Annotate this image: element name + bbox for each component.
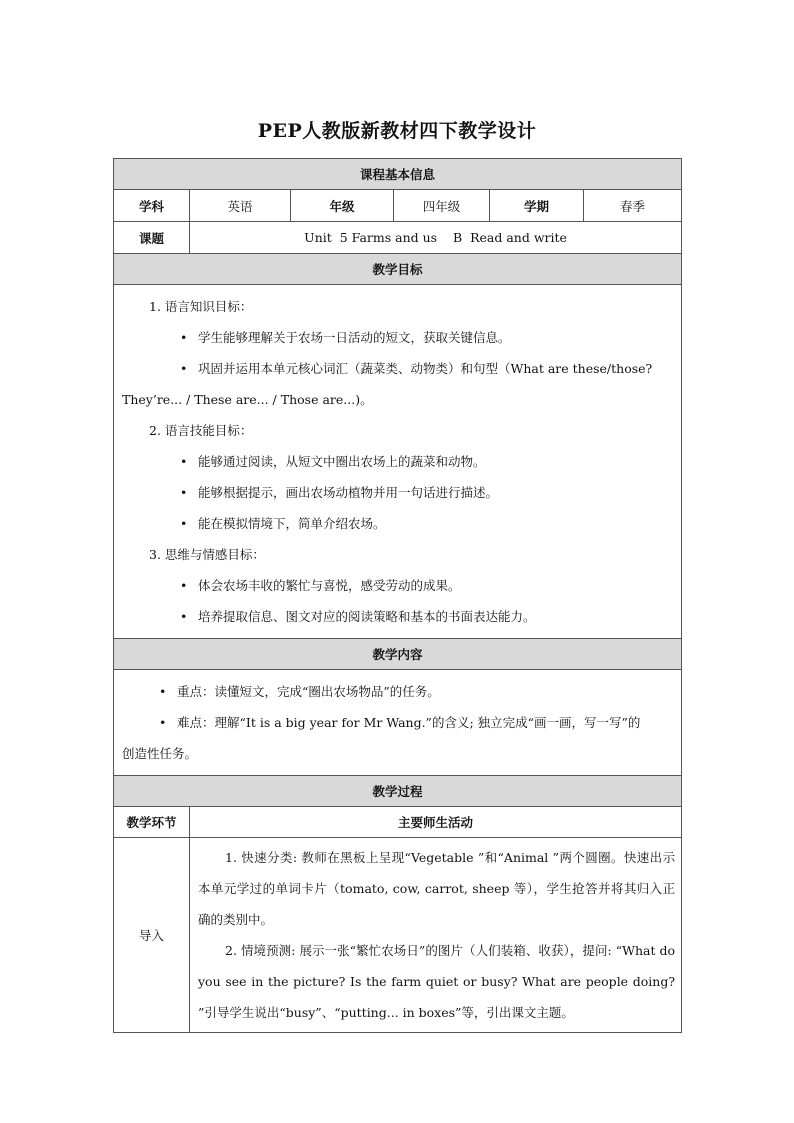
objective-heading-1: 1. 语言知识目标： [149,299,253,314]
bullet-icon: • [180,454,188,469]
basic-info-row [114,190,682,222]
objectives-header: 教学目标 [114,254,682,285]
objective-bullet: • 能在模拟情境下，简单介绍农场。 [122,508,675,539]
process-header: 教学过程 [114,776,682,807]
process-row [114,838,682,1033]
term-value: 春季 [584,190,682,222]
objectives-header-row [114,254,682,285]
objective-heading-3: 3. 思维与情感目标： [149,547,265,562]
content-header: 教学内容 [114,639,682,670]
objective-continuation: They’re... / These are... / Those are...)。 [122,392,373,407]
lesson-plan-table [113,158,682,1033]
activity-column-header: 主要师生活动 [190,807,682,838]
grade-label: 年级 [291,190,394,222]
objective-bullet: • 能够根据提示，画出农场动植物并用一句话进行描述。 [122,477,675,508]
key-point: • 重点：读懂短文，完成“圈出农场物品”的任务。 [122,676,675,707]
objective-bullet: • 培养提取信息、图文对应的阅读策略和基本的书面表达能力。 [122,601,675,632]
process-header-row [114,776,682,807]
bullet-icon: • [180,330,188,345]
bullet-icon: • [159,715,167,730]
objective-bullet: • 体会农场丰收的繁忙与喜悦，感受劳动的成果。 [122,570,675,601]
objective-bullet: • 巩固并运用本单元核心词汇（蔬菜类、动物类）和句型（What are these/those? [122,353,675,384]
bullet-icon: • [159,684,167,699]
objectives-row [114,285,682,639]
activity-paragraph: 1. 快速分类: 教师在黑板上呈现“Vegetable ”和“Animal ”两个圆圈。快速出示本单元学过的单词卡片（tomato, cow, carrot, sheep 等），学生抢答并将其归入正确的类别中。 [198,850,676,927]
objective-heading-2: 2. 语言技能目标： [149,423,253,438]
subject-label: 学科 [114,190,190,222]
topic-row [114,222,682,254]
process-columns-row [114,807,682,838]
grade-value: 四年级 [394,190,490,222]
bullet-icon: • [180,485,188,500]
bullet-icon: • [180,516,188,531]
subject-value: 英语 [190,190,291,222]
objective-bullet: • 能够通过阅读，从短文中圈出农场上的蔬菜和动物。 [122,446,675,477]
content-row [114,670,682,776]
content-header-row [114,639,682,670]
term-label: 学期 [490,190,584,222]
activity-cell [190,838,682,1033]
activity-paragraph: 2. 情境预测: 展示一张“繁忙农场日”的图片（人们装箱、收获），提问: “What do you see in the picture? Is the farm quiet or busy? What are people doing? ”引导学生说出“busy”、“putting... in boxes”等，引出课文主题。 [198,943,676,1020]
topic-value: Unit 5 Farms and us B Read and write [190,222,682,254]
objectives-cell [114,285,682,639]
difficult-point: • 难点：理解“It is a big year for Mr Wang.”的含义; 独立完成“画一画，写一写”的 [122,707,675,738]
topic-label: 课题 [114,222,190,254]
bullet-icon: • [180,609,188,624]
objective-bullet: • 学生能够理解关于农场一日活动的短文，获取关键信息。 [122,322,675,353]
document-title: PEP人教版新教材四下教学设计 [257,120,537,142]
content-cell [114,670,682,776]
basic-info-header: 课程基本信息 [114,159,682,190]
difficult-point-continuation: 创造性任务。 [122,746,198,761]
bullet-icon: • [180,578,188,593]
bullet-icon: • [180,361,188,376]
stage-cell: 导入 [114,838,190,1033]
basic-info-header-row [114,159,682,190]
stage-column-header: 教学环节 [114,807,190,838]
